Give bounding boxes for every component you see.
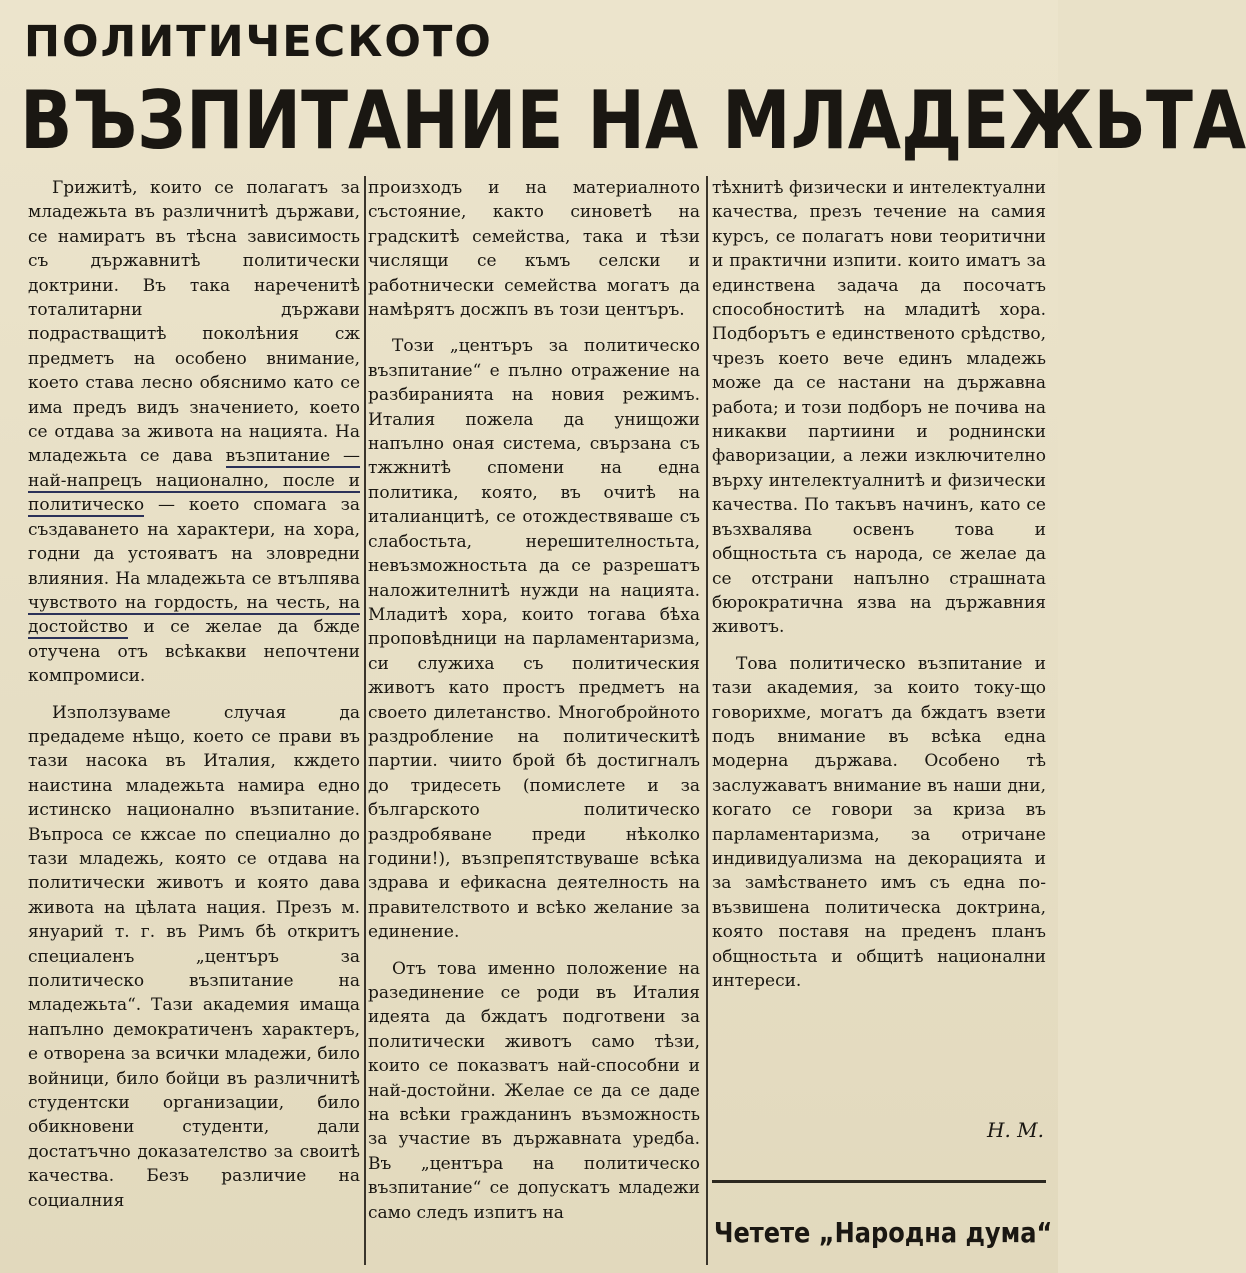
article-headline: ВЪЗПИТАНИЕ НА МЛАДЕЖЬТА [20,74,1246,167]
paragraph: Това политическо възпитание и тази академия, за които току-що говорихме, могатъ да бждатъ взети подъ внимание въ всѣка една модерна държава. Особено тѣ заслужаватъ внимание въ наши дни, когато се говори за криза въ парламентаризма, за отричане индивидуализма на декорацията и за замѣстването имъ съ една по-възвишена политическа доктрина, която поставя на преденъ планъ общностьта и общитѣ национални интереси. [712,653,1046,991]
article-column-2 [368,176,700,1268]
paragraph: тѣхнитѣ физически и интелектуални качества, презъ течение на самия курсъ, се полагатъ нови теоритични и практични изпити. които иматъ за единствена задача да посочатъ способноститѣ на младитѣ хора. Подборътъ е единственото срѣдство, чрезъ което вече единъ младежь може да се настани на държавна работа; и този подборъ не почива на никакви партиини и роднински фаворизации, а лежи изключително върху интелектуалнитѣ и физически качества. По такъвъ начинъ, като се възхвалява освенъ това и общностьта съ народа, се желае да се отстрани напълно страшната бюрократична язва на държавния животъ. [712,178,1046,638]
underlined-text: възпитание — най-напрецъ национално, после и политическо [28,446,360,516]
paragraph: Този „центъръ за политическо възпитание“ е пълно отражение на разбиранията на новия режимъ. Италия пожела да унищожи напълно оная система, свързана съ тжжнитѣ спомени на една политика, която, въ очитѣ на италианцитѣ, се отождествяваше съ слабостьта, нерешителностьта, невъзможностьта да се разрешатъ наложителнитѣ нужди на нацията. Младитѣ хора, които тогава бѣха проповѣдници на парламентаризма, си служиха съ политическия животъ като простъ предметъ на своето дилетанство. Многобройното раздробление на политическитѣ партии. чиито брой бѣ достигналъ до тридесеть (помислете и за българското политическо раздробяване преди нѣколко години!), възпрепятствуваше всѣка здрава и ефикасна деятелность на правителството и всѣко желание за единение. [368,336,700,943]
article-column-1 [28,176,360,1268]
paragraph-text: — което спомага за създаването на характери, на хора, годни да устояватъ на зловредни влияния. На младежьта се втълпява [28,495,360,589]
paragraph: Използуваме случая да предадеме нѣщо, което се прави въ тази насока въ Италия, кждето наистина младежьта намира едно истинско национално възпитание. Въпроса се кжсае по специално до тази младежь, която се отдава на политически животъ и която дава живота на цѣлата нация. Презъ м. януарий т. г. въ Римъ бѣ откритъ специаленъ „центъръ за политическо възпитание на младежьта“. Тази академия имаща напълно демократиченъ характеръ, е отворена за всички младежи, било войници, било бойци въ различнитѣ студентски организации, било обикновени студенти, дали достатъчно доказателство за своитѣ качества. Безъ различие на социалния [28,702,360,1211]
footer-advertisement: Четете „Народна дума“ [714,1216,1053,1249]
footer-divider [712,1180,1046,1183]
column-rule [706,176,708,1265]
paragraph-text: Грижитѣ, които се полагатъ за младежьта въ различнитѣ държави, се намиратъ въ тѣсна зависимость съ държавнитѣ политически доктрини. Въ така нареченитѣ тоталитарни държави подрастващитѣ поколѣния сж предметъ на особено внимание, което става лесно обяснимо като се има предъ видъ значението, което се отдава за живота на нацията. На младежьта се дава [28,178,360,467]
article-kicker: ПОЛИТИЧЕСКОТО [24,17,493,67]
author-signature: Н. М. [987,1118,1044,1142]
underlined-text: чувството на гордость, на честь, на достойство [28,592,360,638]
column-rule [364,176,366,1265]
article-column-3 [712,176,1046,1156]
paragraph: Отъ това именно положение на разединение се роди въ Италия идеята да бждатъ подготвени за политически животъ само тѣзи, които се показватъ най-способни и най-достойни. Желае се да се даде на всѣки гражданинъ възможность за участие въ държавната уредба. Въ „центъра на политическо възпитание“ се допускатъ младежи само следъ изпитъ на [368,958,700,1223]
paragraph: произходъ и на материалното състояние, както синоветѣ на градскитѣ семейства, така и тѣзи числящи се къмъ селски и работнически семейства могатъ да намѣрятъ досжпъ въ този центъръ. [368,178,700,321]
paragraph [28,176,360,689]
paragraph-text: и се желае да бжде отучена отъ всѣкакви непочтени компромиси. [28,617,360,687]
